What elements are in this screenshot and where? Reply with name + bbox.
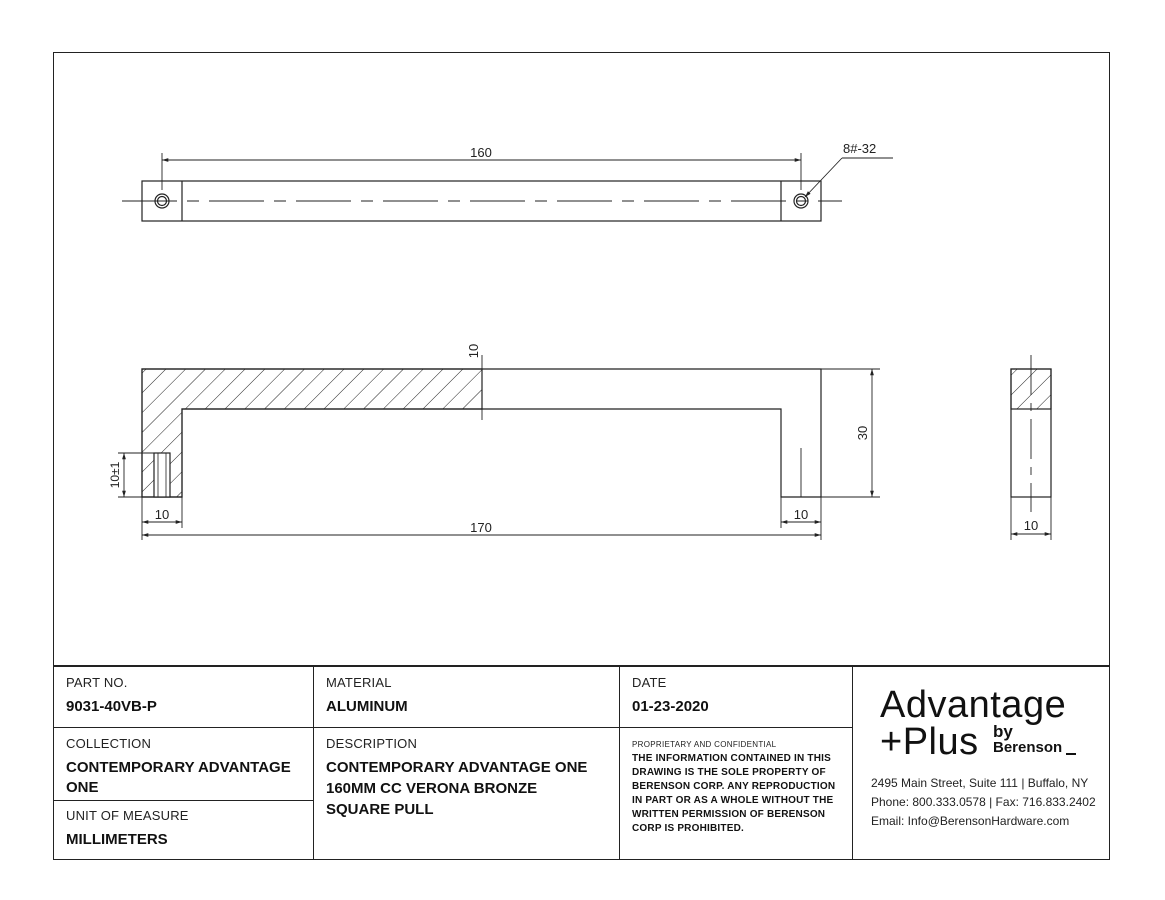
proprietary-line: WRITTEN PERMISSION OF BERENSON: [632, 809, 826, 820]
proprietary-line: IN PART OR AS A WHOLE WITHOUT THE: [632, 795, 834, 806]
row-divider-2: [53, 800, 313, 801]
dim-left-leg-label: 10: [154, 507, 170, 522]
date-value: 01-23-2020: [632, 698, 709, 715]
proprietary-line: THE INFORMATION CONTAINED IN THIS: [632, 753, 831, 764]
material-label: MATERIAL: [326, 675, 392, 690]
part-no-value: 9031-40VB-P: [66, 698, 157, 715]
title-block-top-border: [53, 665, 1110, 667]
col-divider-2: [619, 666, 620, 860]
date-label: DATE: [632, 675, 667, 690]
description-line2: 160MM CC VERONA BRONZE: [326, 780, 538, 797]
proprietary-line: DRAWING IS THE SOLE PROPERTY OF: [632, 767, 826, 778]
dim-side-width-label: 10: [1023, 518, 1039, 533]
proprietary-heading: PROPRIETARY AND CONFIDENTIAL: [632, 740, 777, 749]
logo-brand: Berenson: [993, 739, 1063, 756]
contact-info: [871, 774, 1096, 831]
dim-160-label: 160: [470, 145, 492, 160]
logo-by: by: [993, 722, 1013, 741]
dim-30-label: 30: [855, 425, 870, 441]
contact-phone: Phone: 800.333.0578 | Fax: 716.833.2402: [871, 795, 1096, 809]
collection-value-line1: CONTEMPORARY ADVANTAGE: [66, 759, 291, 776]
dim-right-leg-label: 10: [793, 507, 809, 522]
description-label: DESCRIPTION: [326, 736, 418, 751]
row-divider-1: [53, 727, 852, 728]
contact-address: 2495 Main Street, Suite 111 | Buffalo, NY: [871, 776, 1089, 790]
unit-label: UNIT OF MEASURE: [66, 808, 189, 823]
collection-value-line2: ONE: [66, 779, 99, 796]
unit-value: MILLIMETERS: [66, 831, 168, 848]
thread-callout-label: 8#-32: [843, 141, 877, 156]
logo-line2: +Plus: [880, 721, 979, 763]
collection-label: COLLECTION: [66, 736, 152, 751]
proprietary-line: CORP IS PROHIBITED.: [632, 823, 744, 834]
logo-line1: Advantage: [880, 684, 1067, 726]
contact-email: Email: Info@BerensonHardware.com: [871, 814, 1070, 828]
dim-thickness-label: 10: [466, 343, 481, 359]
description-line1: CONTEMPORARY ADVANTAGE ONE: [326, 759, 588, 776]
dim-thread-depth-label: 10±1: [108, 461, 122, 489]
part-no-label: PART NO.: [66, 675, 128, 690]
col-divider-3: [852, 666, 853, 860]
description-line3: SQUARE PULL: [326, 801, 434, 818]
logo-brand-underline: [1066, 753, 1076, 755]
proprietary-text: [632, 752, 842, 836]
col-divider-1: [313, 666, 314, 860]
material-value: ALUMINUM: [326, 698, 408, 715]
dim-170-label: 170: [470, 520, 492, 535]
proprietary-line: BERENSON CORP. ANY REPRODUCTION: [632, 781, 836, 792]
